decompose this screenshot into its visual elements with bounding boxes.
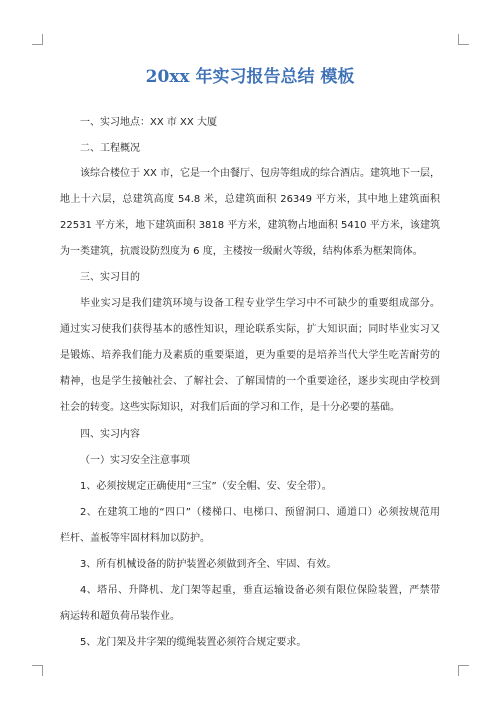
overview-line: 为一类建筑，抗震设防烈度为 6 度，主楼按一级耐火等级，结构体系为框架筒体。 — [60, 246, 423, 257]
overview-line: 地上十六层，总建筑高度 54.8 米，总建筑面积 26349 平方米，其中地上建筑面积 — [60, 194, 440, 205]
safety-item-4-line: 4、塔吊、升降机、龙门架等起重，垂直运输设备必须有限位保险装置，严禁带 — [80, 585, 440, 596]
document-title: 20xx 年实习报告总结 模板 — [145, 67, 355, 87]
crop-mark-bottom-left — [32, 665, 43, 676]
overview-line: 该综合楼位于 XX 市，它是一个由餐厅、包房等组成的综合酒店。建筑地下一层， — [80, 168, 441, 179]
crop-mark-top-right — [458, 34, 469, 45]
purpose-line: 精神，也是学生接触社会、了解社会、了解国情的一个重要途径，逐步实现由学校到 — [60, 376, 440, 387]
safety-item-5: 5、龙门架及井字架的缆绳装置必须符合规定要求。 — [80, 637, 307, 648]
safety-item-2-line: 2、在建筑工地的“四口”（楼梯口、电梯口、预留洞口、通道口）必须按规范用 — [80, 507, 440, 518]
safety-item-1: 1、必须按规定正确使用“三宝”（安全帽、安、安全带）。 — [80, 481, 332, 492]
crop-mark-bottom-right — [458, 665, 469, 676]
purpose-line: 是锻炼、培养我们能力及素质的重要渠道，更为重要的是培养当代大学生吃苦耐劳的 — [60, 350, 440, 361]
purpose-line: 通过实习使我们获得基本的感性知识，理论联系实际，扩大知识面；同时毕业实习又 — [60, 324, 440, 335]
purpose-line: 毕业实习是我们建筑环境与设备工程专业学生学习中不可缺少的重要组成部分。 — [80, 298, 440, 309]
safety-item-3: 3、所有机械设备的防护装置必须做到齐全、牢固、有效。 — [80, 559, 337, 570]
internship-location: 一、实习地点：XX 市 XX 大厦 — [80, 117, 217, 128]
purpose-line: 社会的转变。这些实际知识，对我们后面的学习和工作，是十分必要的基础。 — [60, 402, 400, 413]
crop-mark-top-left — [32, 34, 43, 45]
safety-item-2-line: 栏杆、盖板等牢固材料加以防护。 — [60, 533, 210, 544]
overview-line: 22531 平方米，地下建筑面积 3818 平方米，建筑物占地面积 5410 平方米，该建筑 — [60, 220, 440, 231]
safety-heading: （一）实习安全注意事项 — [80, 455, 190, 466]
purpose-heading: 三、实习目的 — [80, 272, 140, 283]
overview-heading: 二、工程概况 — [80, 143, 140, 154]
safety-item-4-line: 病运转和超负荷吊装作业。 — [60, 611, 180, 622]
content-heading: 四、实习内容 — [80, 429, 140, 440]
